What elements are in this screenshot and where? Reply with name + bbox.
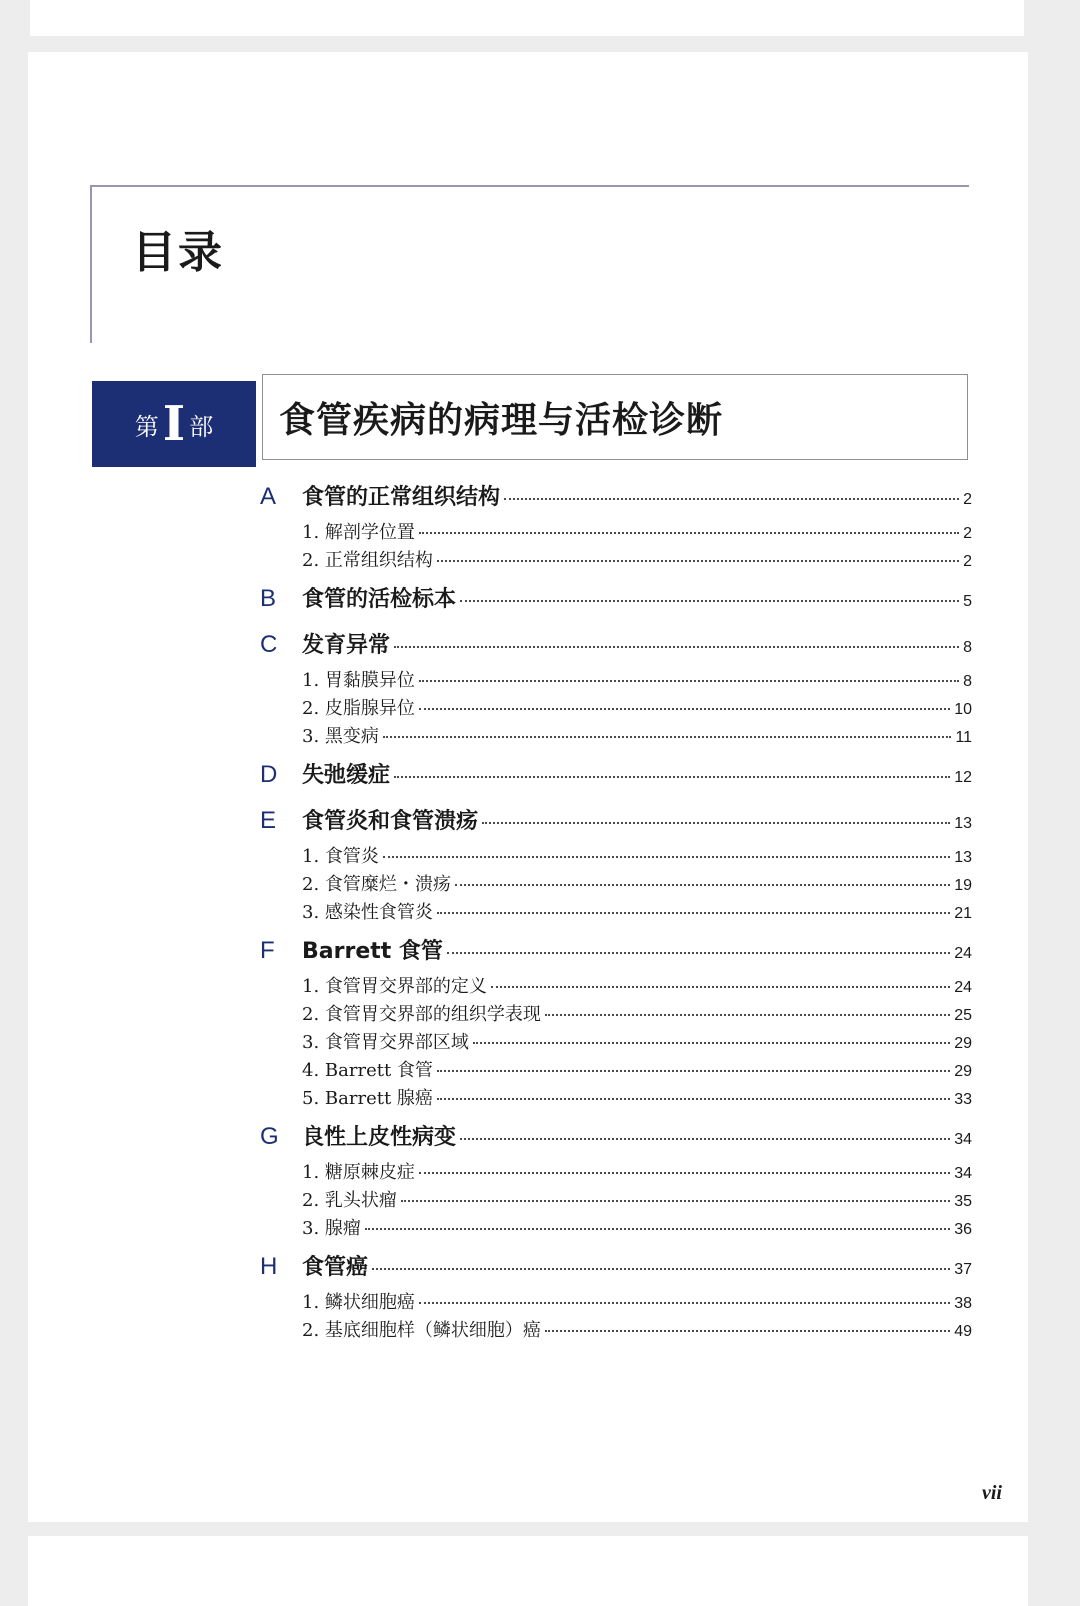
leader-dots xyxy=(437,1098,950,1100)
section-letter: C xyxy=(260,631,278,658)
part-prefix: 第 xyxy=(134,412,159,441)
toc-section xyxy=(260,582,972,620)
leader-dots xyxy=(460,600,959,602)
subsection-title: 1. 解剖学位置 xyxy=(302,522,415,543)
toc-section-entry[interactable] xyxy=(260,758,972,796)
subsection-title: 2. 皮脂腺异位 xyxy=(302,698,415,719)
page-number: 12 xyxy=(954,769,972,786)
toc-section xyxy=(260,934,972,1112)
page-number: 34 xyxy=(954,1165,972,1182)
toc-section xyxy=(260,628,972,750)
subsection-title: 1. 食管胃交界部的定义 xyxy=(302,976,487,997)
toc-subsection-entry[interactable] xyxy=(260,518,972,546)
section-title: 食管的正常组织结构 xyxy=(302,485,501,510)
toc-subsection-entry[interactable] xyxy=(260,1000,972,1028)
section-letter: H xyxy=(260,1253,278,1280)
toc-subsection-entry[interactable] xyxy=(260,722,972,750)
toc-section xyxy=(260,480,972,574)
toc-subsection-entry[interactable] xyxy=(260,694,972,722)
page-number: 24 xyxy=(954,945,972,962)
page-number: 21 xyxy=(954,905,972,922)
leader-dots xyxy=(419,1302,950,1304)
toc-list xyxy=(260,480,972,1352)
leader-dots xyxy=(491,986,950,988)
page-number: 2 xyxy=(963,553,972,570)
page-number: 2 xyxy=(963,491,972,508)
section-letter: A xyxy=(260,483,277,510)
page-number: 5 xyxy=(963,593,972,610)
subsection-title: 5. Barrett 腺癌 xyxy=(302,1088,433,1109)
leader-dots xyxy=(419,708,950,710)
toc-subsection-entry[interactable] xyxy=(260,1288,972,1316)
section-letter: D xyxy=(260,761,278,788)
leader-dots xyxy=(419,1172,950,1174)
toc-subsection-entry[interactable] xyxy=(260,1028,972,1056)
next-page-edge xyxy=(28,1536,1028,1606)
page-number: 19 xyxy=(954,877,972,894)
leader-dots xyxy=(437,1070,950,1072)
toc-subsection-entry[interactable] xyxy=(260,1084,972,1112)
toc-subsection-entry[interactable] xyxy=(260,666,972,694)
leader-dots xyxy=(455,884,950,886)
subsection-title: 1. 食管炎 xyxy=(302,846,379,867)
subsection-title: 1. 鳞状细胞癌 xyxy=(302,1292,415,1313)
leader-dots xyxy=(482,822,950,824)
leader-dots xyxy=(545,1330,950,1332)
page-number: 35 xyxy=(954,1193,972,1210)
previous-page-edge xyxy=(30,0,1024,36)
section-title: 食管炎和食管溃疡 xyxy=(302,809,479,834)
subsection-title: 1. 糖原棘皮症 xyxy=(302,1162,415,1183)
leader-dots xyxy=(401,1200,950,1202)
section-letter: E xyxy=(260,807,277,834)
toc-section-entry[interactable] xyxy=(260,582,972,620)
section-letter: G xyxy=(260,1123,279,1150)
page-number: 49 xyxy=(954,1323,972,1340)
page-number: 24 xyxy=(954,979,972,996)
page-number: 36 xyxy=(954,1221,972,1238)
subsection-title: 3. 食管胃交界部区域 xyxy=(302,1032,469,1053)
leader-dots xyxy=(473,1042,950,1044)
toc-section-entry[interactable] xyxy=(260,1120,972,1158)
part-title-box xyxy=(262,374,968,460)
page-number: 8 xyxy=(963,673,972,690)
toc-subsection-entry[interactable] xyxy=(260,1316,972,1344)
page-number: 33 xyxy=(954,1091,972,1108)
page-number: 37 xyxy=(954,1261,972,1278)
page-number: 2 xyxy=(963,525,972,542)
part-suffix: 部 xyxy=(189,412,214,441)
subsection-title: 3. 黑变病 xyxy=(302,726,379,747)
subsection-title: 1. 胃黏膜异位 xyxy=(302,670,415,691)
page-number: 8 xyxy=(963,639,972,656)
toc-title: 目录 xyxy=(132,227,224,278)
toc-section-entry[interactable] xyxy=(260,804,972,842)
leader-dots xyxy=(419,532,959,534)
page-number: 13 xyxy=(954,815,972,832)
toc-subsection-entry[interactable] xyxy=(260,546,972,574)
leader-dots xyxy=(365,1228,950,1230)
toc-section-entry[interactable] xyxy=(260,480,972,518)
leader-dots xyxy=(372,1268,950,1270)
section-title: 食管的活检标本 xyxy=(302,587,457,612)
toc-section xyxy=(260,804,972,926)
leader-dots xyxy=(437,560,959,562)
page-folio: vii xyxy=(982,1482,1002,1504)
subsection-title: 3. 感染性食管炎 xyxy=(302,902,433,923)
toc-section xyxy=(260,1120,972,1242)
section-title: 食管癌 xyxy=(302,1255,369,1280)
leader-dots xyxy=(383,736,951,738)
section-title: 发育异常 xyxy=(302,633,391,658)
page-number: 25 xyxy=(954,1007,972,1024)
page-number: 11 xyxy=(955,729,972,746)
toc-subsection-entry[interactable] xyxy=(260,1056,972,1084)
leader-dots xyxy=(437,912,950,914)
page-number: 34 xyxy=(954,1131,972,1148)
page-number: 10 xyxy=(954,701,972,718)
toc-subsection-entry[interactable] xyxy=(260,898,972,926)
leader-dots xyxy=(419,680,959,682)
leader-dots xyxy=(383,856,950,858)
section-letter: B xyxy=(260,585,277,612)
toc-subsection-entry[interactable] xyxy=(260,870,972,898)
page-number: 13 xyxy=(954,849,972,866)
subsection-title: 2. 基底细胞样（鳞状细胞）癌 xyxy=(302,1320,541,1341)
toc-section-entry[interactable] xyxy=(260,1250,972,1288)
toc-subsection-entry[interactable] xyxy=(260,1214,972,1242)
section-title: Barrett 食管 xyxy=(302,939,443,964)
leader-dots xyxy=(504,498,959,500)
toc-section xyxy=(260,1250,972,1344)
leader-dots xyxy=(447,952,950,954)
subsection-title: 3. 腺瘤 xyxy=(302,1218,361,1239)
part-title: 食管疾病的病理与活检诊断 xyxy=(279,399,724,441)
leader-dots xyxy=(394,776,950,778)
toc-subsection-entry[interactable] xyxy=(260,972,972,1000)
subsection-title: 2. 正常组织结构 xyxy=(302,550,433,571)
subsection-title: 2. 乳头状瘤 xyxy=(302,1190,397,1211)
subsection-title: 4. Barrett 食管 xyxy=(302,1060,433,1081)
part-badge xyxy=(92,381,256,467)
toc-section xyxy=(260,758,972,796)
toc-subsection-entry[interactable] xyxy=(260,1186,972,1214)
section-title: 良性上皮性病变 xyxy=(302,1125,457,1150)
toc-section-entry[interactable] xyxy=(260,628,972,666)
part-numeral: I xyxy=(162,396,186,452)
toc-page xyxy=(28,52,1028,1522)
leader-dots xyxy=(460,1138,950,1140)
leader-dots xyxy=(545,1014,950,1016)
page-number: 29 xyxy=(954,1035,972,1052)
toc-subsection-entry[interactable] xyxy=(260,1158,972,1186)
page-number: 38 xyxy=(954,1295,972,1312)
toc-section-entry[interactable] xyxy=(260,934,972,972)
section-letter: F xyxy=(260,937,275,964)
toc-subsection-entry[interactable] xyxy=(260,842,972,870)
section-title: 失弛缓症 xyxy=(302,763,391,788)
page-number: 29 xyxy=(954,1063,972,1080)
leader-dots xyxy=(394,646,959,648)
subsection-title: 2. 食管糜烂・溃疡 xyxy=(302,874,451,895)
subsection-title: 2. 食管胃交界部的组织学表现 xyxy=(302,1004,541,1025)
